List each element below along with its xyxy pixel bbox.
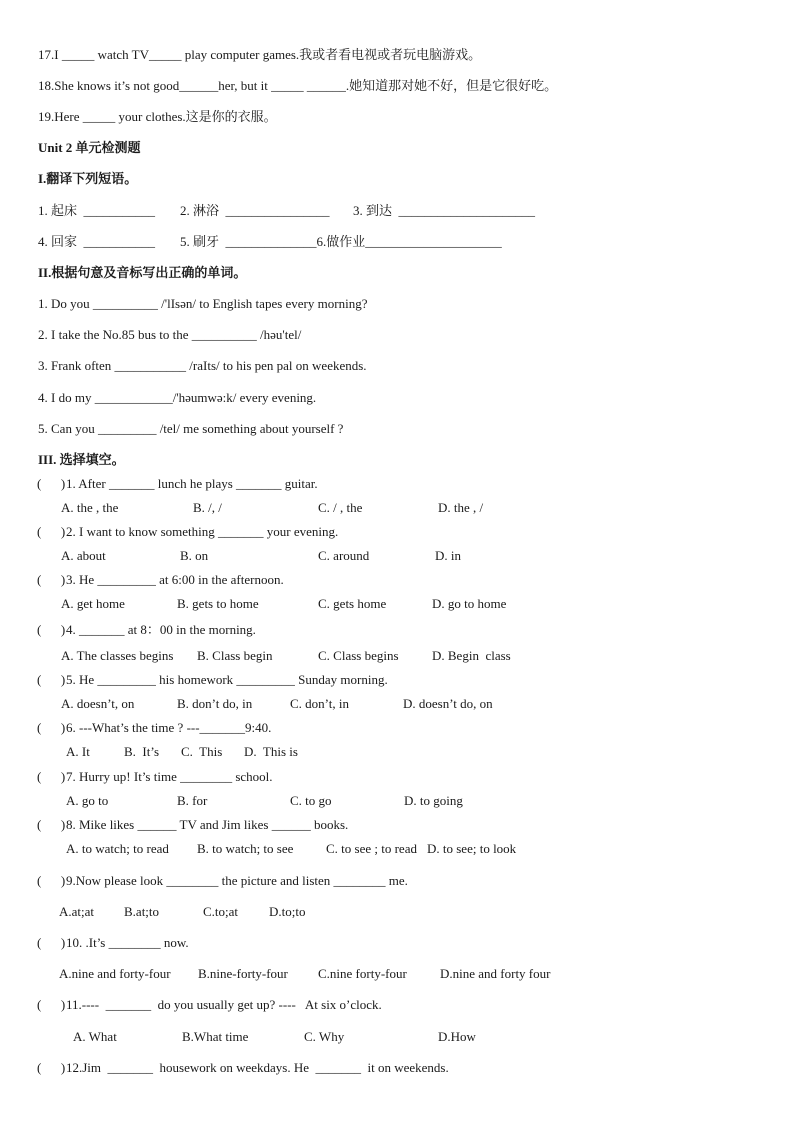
answer-bracket[interactable]: ( ) <box>37 935 66 950</box>
option-c: C. to see ; to read <box>326 841 417 856</box>
option-a: A. to watch; to read <box>66 841 169 856</box>
option-c: C. to go <box>290 793 332 808</box>
answer-bracket[interactable]: ( ) <box>37 997 66 1012</box>
option-c: C. don’t, in <box>290 696 349 711</box>
part2-item-2: 2. I take the No.85 bus to the __________ /həu'tel/ <box>38 327 302 342</box>
option-c: C. This <box>181 744 223 759</box>
option-b: B. Class begin <box>197 648 273 663</box>
option-d: D. This is <box>244 744 298 759</box>
question-18: 18.She knows it’s not good______her, but it _____ ______.她知道那对她不好，但是它很好吃。 <box>38 78 558 93</box>
option-a: A. about <box>61 548 106 563</box>
choice-question-7: 7. Hurry up! It’s time ________ school. <box>66 769 273 784</box>
option-b: B.What time <box>182 1029 249 1044</box>
option-b: B. to watch; to see <box>197 841 294 856</box>
option-b: B. on <box>180 548 209 563</box>
answer-bracket[interactable]: ( ) <box>37 622 66 637</box>
option-c: C. around <box>318 548 370 563</box>
part2-heading: II.根据句意及音标写出正确的单词。 <box>38 265 247 280</box>
option-d: D. to see; to look <box>427 841 517 856</box>
option-c: C.to;at <box>203 904 239 919</box>
choice-question-9: 9.Now please look ________ the picture and listen ________ me. <box>66 873 408 888</box>
part2-item-4: 4. I do my ____________/'həumwə:k/ every evening. <box>38 390 317 405</box>
option-b: B. /, / <box>193 500 222 515</box>
part2-item-1: 1. Do you __________ /'lIsən/ to English tapes every morning? <box>38 296 368 311</box>
part1-item-1: 1. 起床 ___________ <box>38 203 156 218</box>
part2-item-3: 3. Frank often ___________ /raIts/ to his pen pal on weekends. <box>38 358 367 373</box>
option-c: C. gets home <box>318 596 387 611</box>
option-c: C. / , the <box>318 500 363 515</box>
choice-question-8: 8. Mike likes ______ TV and Jim likes ______ books. <box>66 817 349 832</box>
answer-bracket[interactable]: ( ) <box>37 672 66 687</box>
part1-item-3: 3. 到达 _____________________ <box>353 203 536 218</box>
part2-item-5: 5. Can you _________ /tel/ me something about yourself ? <box>38 421 344 436</box>
option-a: A. The classes begins <box>61 648 174 663</box>
part3-heading: III. 选择填空。 <box>38 452 125 467</box>
option-c: C. Why <box>304 1029 345 1044</box>
option-d: D.How <box>438 1029 476 1044</box>
option-d: D. in <box>435 548 461 563</box>
answer-bracket[interactable]: ( ) <box>37 720 66 735</box>
choice-question-5: 5. He _________ his homework _________ Sunday morning. <box>66 672 388 687</box>
option-c: C.nine forty-four <box>318 966 407 981</box>
option-b: B. for <box>177 793 208 808</box>
option-d: D. Begin class <box>432 648 511 663</box>
part1-heading: I.翻译下列短语。 <box>38 171 138 186</box>
option-a: A. What <box>73 1029 117 1044</box>
question-19: 19.Here _____ your clothes.这是你的衣服。 <box>38 109 277 124</box>
choice-question-11: 11.---- _______ do you usually get up? ---- At six o’clock. <box>66 997 382 1012</box>
option-c: C. Class begins <box>318 648 399 663</box>
part1-item-4: 4. 回家 ___________ <box>38 234 156 249</box>
option-a: A. doesn’t, on <box>61 696 135 711</box>
answer-bracket[interactable]: ( ) <box>37 873 66 888</box>
answer-bracket[interactable]: ( ) <box>37 817 66 832</box>
option-a: A.at;at <box>59 904 95 919</box>
choice-question-4: 4. _______ at 8：00 in the morning. <box>66 622 256 637</box>
option-b: B. gets to home <box>177 596 259 611</box>
choice-question-2: 2. I want to know something _______ your evening. <box>66 524 339 539</box>
option-d: D.to;to <box>269 904 306 919</box>
option-d: D. doesn’t do, on <box>403 696 493 711</box>
choice-question-6: 6. ---What’s the time ? ---_______9:40. <box>66 720 272 735</box>
option-a: A. It <box>66 744 90 759</box>
option-b: B.nine-forty-four <box>198 966 288 981</box>
answer-bracket[interactable]: ( ) <box>37 524 66 539</box>
option-d: D. go to home <box>432 596 507 611</box>
option-b: B.at;to <box>124 904 160 919</box>
option-a: A. get home <box>61 596 125 611</box>
part1-item-5: 5. 刷牙 ______________6.做作业_____________________ <box>180 234 502 249</box>
choice-question-1: 1. After _______ lunch he plays _______ guitar. <box>66 476 318 491</box>
choice-question-12: 12.Jim _______ housework on weekdays. He _______ it on weekends. <box>66 1060 449 1075</box>
answer-bracket[interactable]: ( ) <box>37 1060 66 1075</box>
option-d: D. to going <box>404 793 463 808</box>
answer-bracket[interactable]: ( ) <box>37 572 66 587</box>
choice-question-10: 10. .It’s ________ now. <box>66 935 189 950</box>
option-d: D. the , / <box>438 500 484 515</box>
answer-bracket[interactable]: ( ) <box>37 476 66 491</box>
option-b: B. It’s <box>124 744 160 759</box>
question-17: 17.I _____ watch TV_____ play computer games.我或者看电视或者玩电脑游戏。 <box>38 47 482 62</box>
unit-title: Unit 2 单元检测题 <box>38 140 141 155</box>
option-b: B. don’t do, in <box>177 696 253 711</box>
option-a: A.nine and forty-four <box>59 966 171 981</box>
option-d: D.nine and forty four <box>440 966 551 981</box>
choice-question-3: 3. He _________ at 6:00 in the afternoon. <box>66 572 284 587</box>
option-a: A. the , the <box>61 500 119 515</box>
part1-item-2: 2. 淋浴 ________________ <box>180 203 330 218</box>
option-a: A. go to <box>66 793 109 808</box>
answer-bracket[interactable]: ( ) <box>37 769 66 784</box>
